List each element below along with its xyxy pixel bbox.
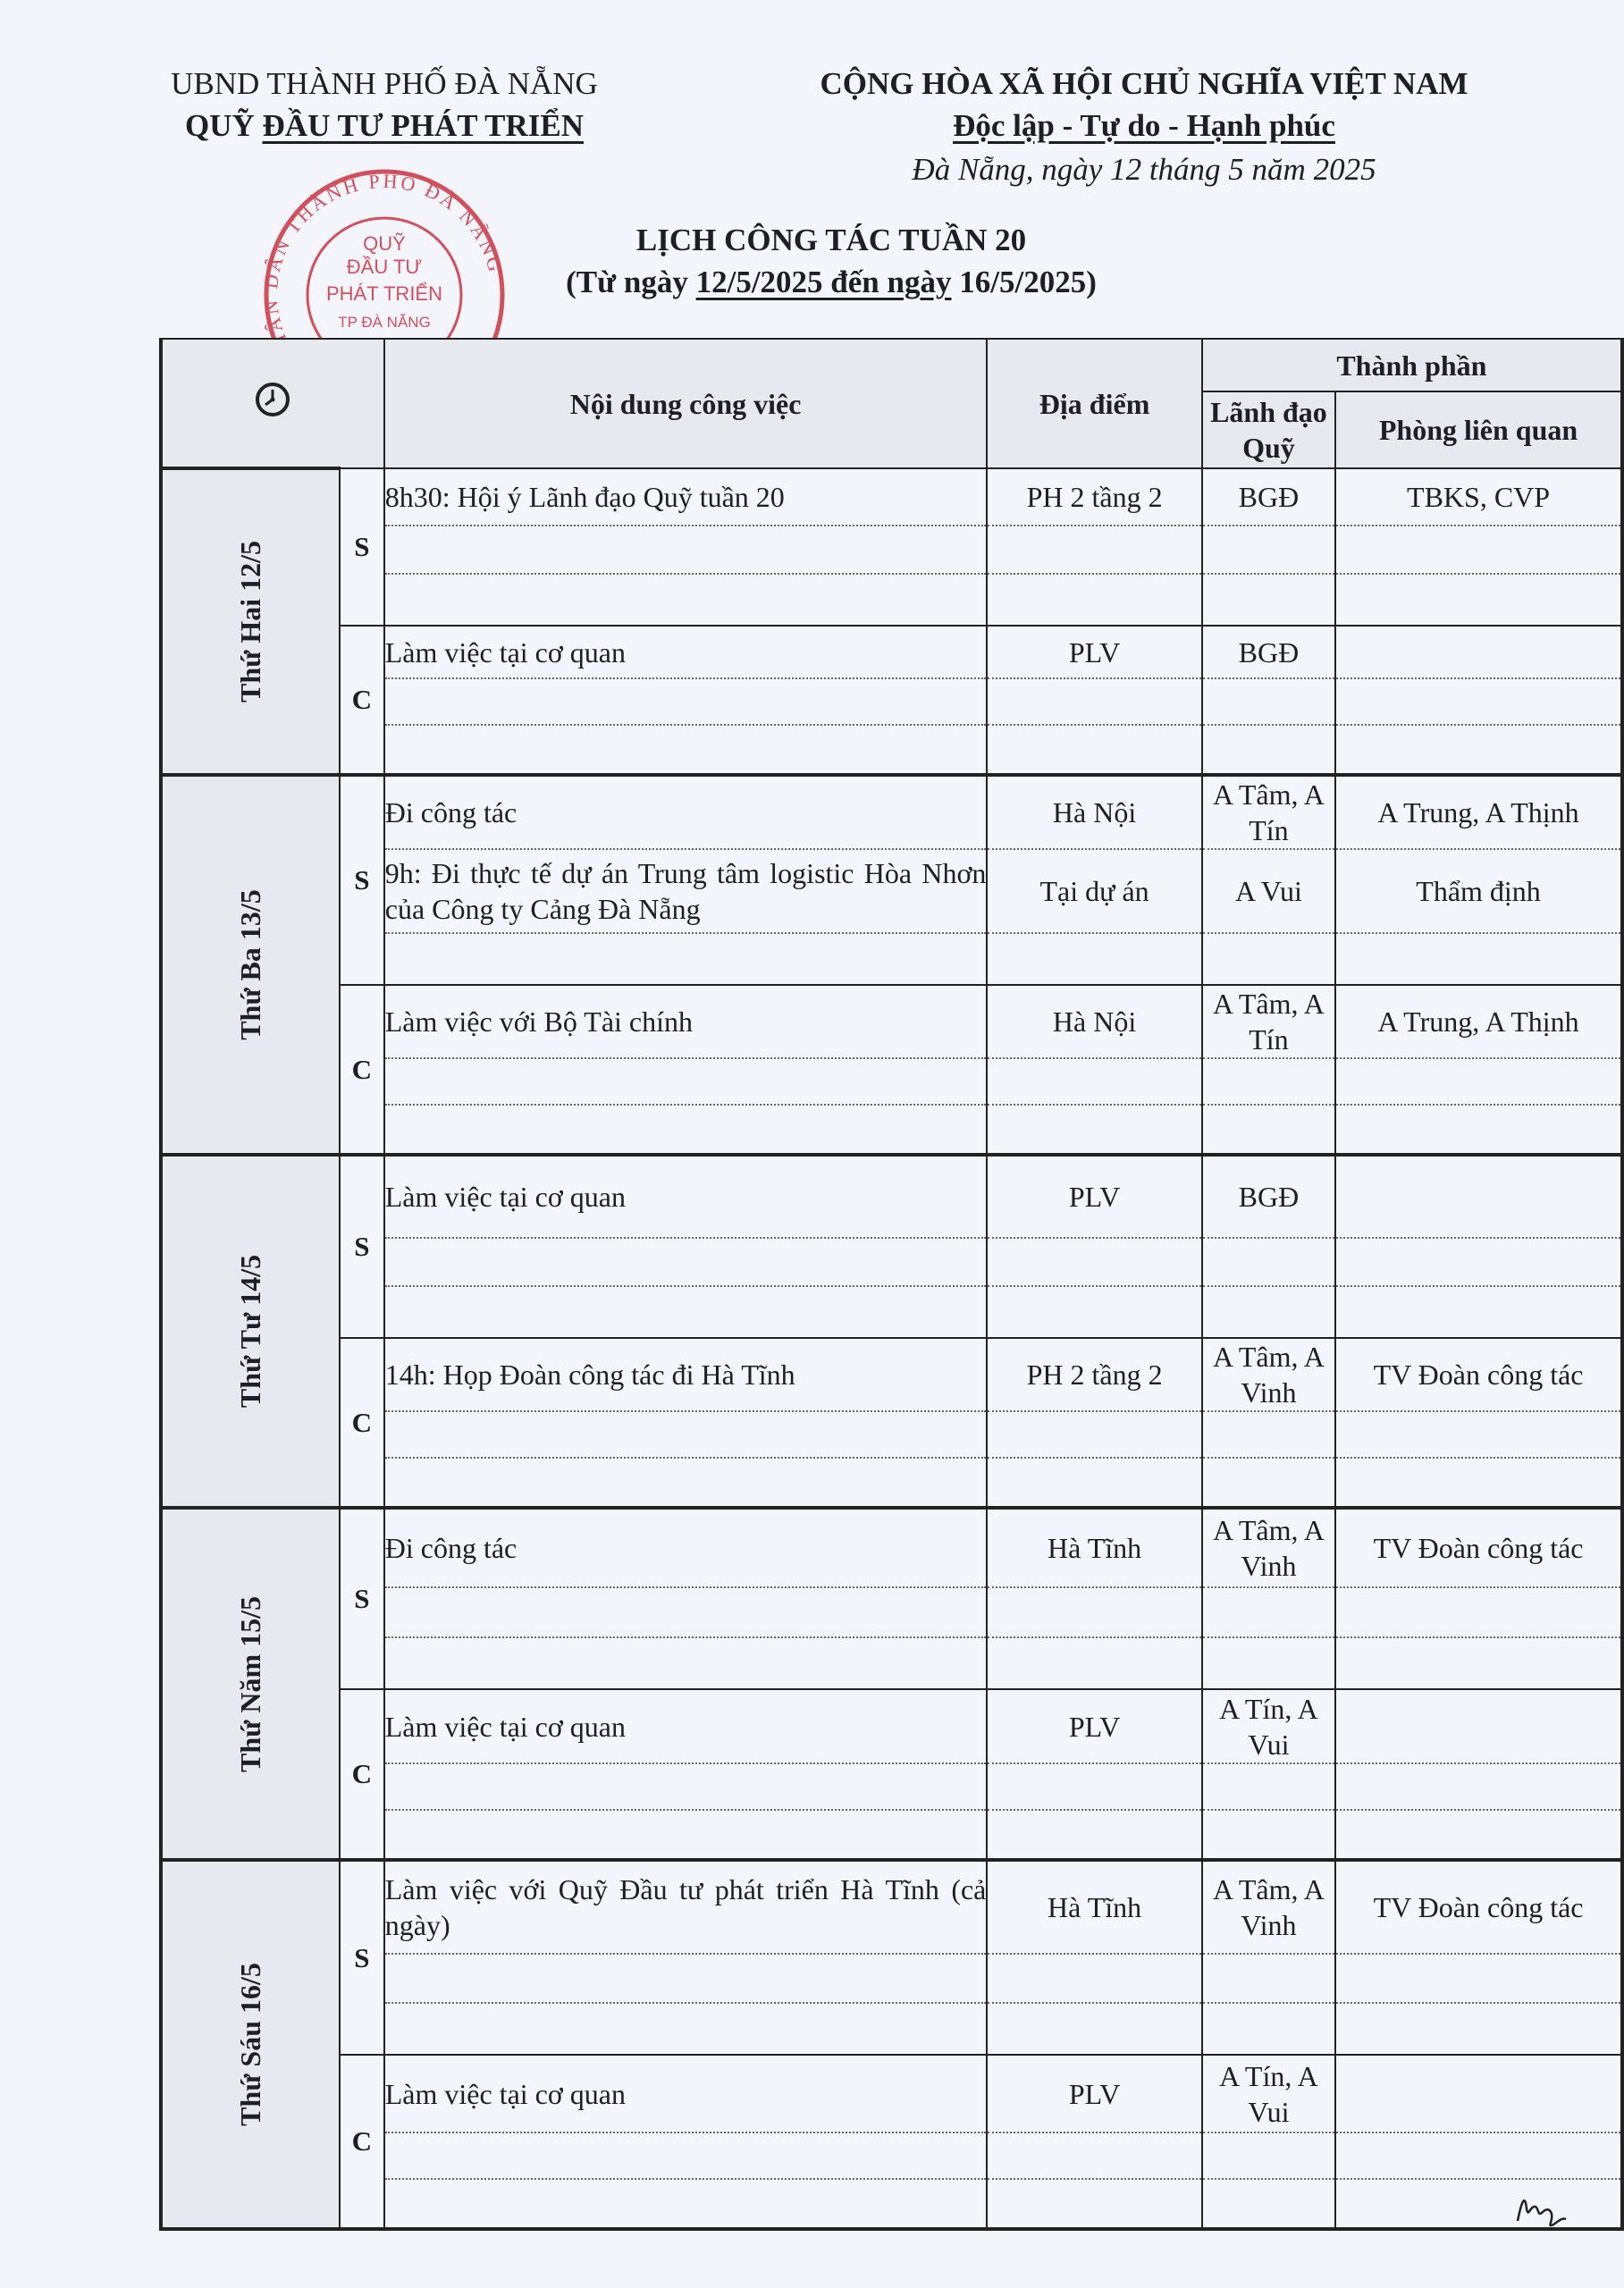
location-cell: Hà Nội	[987, 985, 1201, 1058]
task-cell: Đi công tác	[384, 1508, 988, 1587]
signature	[1510, 2185, 1573, 2234]
stamp-center-line2: ĐẦU TƯ	[346, 256, 423, 278]
task-cell	[384, 2179, 988, 2229]
leader-cell: A Tâm, A Vinh	[1202, 1508, 1335, 1587]
location-cell	[987, 678, 1201, 725]
task-cell	[384, 1637, 988, 1689]
task-cell	[384, 1105, 988, 1155]
department-cell: TV Đoàn công tác	[1335, 1338, 1622, 1411]
leader-cell: A Tín, A Vui	[1202, 1689, 1335, 1763]
location-cell	[987, 1954, 1201, 2003]
schedule-row	[161, 468, 1622, 526]
leader-cell	[1202, 1587, 1335, 1637]
department-cell: Thẩm định	[1335, 849, 1622, 933]
location-cell	[987, 574, 1201, 626]
schedule-row	[161, 2055, 1622, 2132]
location-header: Địa điểm	[987, 339, 1201, 468]
clock-icon	[254, 381, 291, 418]
task-cell	[384, 933, 988, 985]
task-cell: 8h30: Hội ý Lãnh đạo Quỹ tuần 20	[384, 468, 988, 526]
location-cell	[987, 1286, 1201, 1338]
task-cell	[384, 725, 988, 775]
leader-cell	[1202, 1058, 1335, 1105]
task-cell: 9h: Đi thực tế dự án Trung tâm logistic Hòa Nhơn của Công ty Cảng Đà Nẵng	[384, 849, 988, 933]
location-cell	[987, 2003, 1201, 2055]
schedule-body	[161, 468, 1622, 2229]
task-cell: Làm việc tại cơ quan	[384, 626, 988, 678]
task-cell: 14h: Họp Đoàn công tác đi Hà Tĩnh	[384, 1338, 988, 1411]
location-cell	[987, 526, 1201, 574]
location-cell: PLV	[987, 1155, 1201, 1238]
agency-name: QUỸ ĐẦU TƯ PHÁT TRIỂN	[185, 108, 584, 143]
department-cell	[1335, 1105, 1622, 1155]
department-cell	[1335, 1587, 1622, 1637]
leadership-header: Lãnh đạo Quỹ	[1202, 391, 1335, 468]
department-cell	[1335, 933, 1622, 985]
session-label: C	[340, 626, 384, 775]
department-cell	[1335, 1238, 1622, 1286]
location-cell	[987, 1411, 1201, 1458]
session-label: S	[340, 468, 384, 626]
department-cell	[1335, 2132, 1622, 2179]
session-label: S	[340, 775, 384, 985]
day-label: Thứ Tư 14/5	[161, 1155, 340, 1508]
task-cell	[384, 1238, 988, 1286]
leader-cell: BGĐ	[1202, 1155, 1335, 1238]
leader-cell: BGĐ	[1202, 468, 1335, 526]
clock-header	[161, 339, 384, 468]
task-cell: Làm việc với Quỹ Đầu tư phát triển Hà Tĩnh (cả ngày)	[384, 1860, 988, 1954]
country-name: CỘNG HÒA XÃ HỘI CHỦ NGHĨA VIỆT NAM	[820, 66, 1468, 101]
leader-cell	[1202, 1637, 1335, 1689]
department-cell	[1335, 2179, 1622, 2229]
location-cell	[987, 2179, 1201, 2229]
document-date: Đà Nẵng, ngày 12 tháng 5 năm 2025	[912, 152, 1376, 187]
stamp-center-line4: TP ĐÀ NẴNG	[338, 314, 431, 331]
day-label: Thứ Hai 12/5	[161, 468, 340, 775]
location-cell: Hà Tĩnh	[987, 1860, 1201, 1954]
schedule-row	[161, 626, 1622, 678]
session-label: S	[340, 1508, 384, 1689]
location-cell: PLV	[987, 2055, 1201, 2132]
schedule-row	[161, 1508, 1622, 1587]
department-cell: TBKS, CVP	[1335, 468, 1622, 526]
location-cell	[987, 1105, 1201, 1155]
leader-cell	[1202, 678, 1335, 725]
schedule-row	[161, 1155, 1622, 1238]
session-label: S	[340, 1155, 384, 1338]
leader-cell	[1202, 1411, 1335, 1458]
schedule-row	[161, 1338, 1622, 1411]
departments-header: Phòng liên quan	[1335, 391, 1622, 468]
leader-cell	[1202, 933, 1335, 985]
leader-cell: A Tâm, A Tín	[1202, 775, 1335, 849]
task-cell	[384, 1810, 988, 1860]
schedule-row	[161, 775, 1622, 849]
location-cell: PLV	[987, 626, 1201, 678]
task-cell	[384, 1458, 988, 1508]
task-cell	[384, 2003, 988, 2055]
department-cell	[1335, 574, 1622, 626]
department-cell	[1335, 2055, 1622, 2132]
location-cell	[987, 1637, 1201, 1689]
department-cell	[1335, 1810, 1622, 1860]
stamp-center-line1: QUỸ	[363, 232, 406, 255]
department-cell	[1335, 1155, 1622, 1238]
location-cell: Hà Nội	[987, 775, 1201, 849]
department-cell	[1335, 526, 1622, 574]
location-cell	[987, 1238, 1201, 1286]
department-cell	[1335, 1763, 1622, 1810]
session-label: C	[340, 985, 384, 1155]
leader-cell	[1202, 1238, 1335, 1286]
leader-cell	[1202, 2132, 1335, 2179]
day-label: Thứ Năm 15/5	[161, 1508, 340, 1860]
schedule-title-block	[465, 219, 1198, 303]
department-cell	[1335, 1286, 1622, 1338]
day-label: Thứ Ba 13/5	[161, 775, 340, 1155]
leader-cell: A Tâm, A Vinh	[1202, 1338, 1335, 1411]
schedule-table	[159, 338, 1624, 2231]
task-cell	[384, 1954, 988, 2003]
task-cell	[384, 1763, 988, 1810]
location-cell: PH 2 tầng 2	[987, 1338, 1201, 1411]
department-cell	[1335, 626, 1622, 678]
agency-parent: UBND THÀNH PHỐ ĐÀ NẴNG	[171, 66, 598, 101]
leader-cell: A Tâm, A Vinh	[1202, 1860, 1335, 1954]
task-cell	[384, 678, 988, 725]
location-cell	[987, 1058, 1201, 1105]
location-cell: Hà Tĩnh	[987, 1508, 1201, 1587]
location-cell	[987, 933, 1201, 985]
content-header: Nội dung công việc	[384, 339, 988, 468]
department-cell	[1335, 2003, 1622, 2055]
department-cell	[1335, 1689, 1622, 1763]
location-cell: PH 2 tầng 2	[987, 468, 1201, 526]
leader-cell	[1202, 574, 1335, 626]
department-cell: TV Đoàn công tác	[1335, 1508, 1622, 1587]
task-cell: Đi công tác	[384, 775, 988, 849]
location-cell	[987, 1587, 1201, 1637]
session-label: C	[340, 1338, 384, 1508]
schedule-title: LỊCH CÔNG TÁC TUẦN 20	[635, 223, 1027, 257]
leader-cell: A Vui	[1202, 849, 1335, 933]
task-cell	[384, 2132, 988, 2179]
day-label: Thứ Sáu 16/5	[161, 1860, 340, 2229]
location-cell	[987, 1810, 1201, 1860]
svg-text:Hương: Hương	[1510, 2185, 1513, 2186]
department-cell	[1335, 1458, 1622, 1508]
schedule-row	[161, 1689, 1622, 1763]
schedule-row	[161, 1860, 1622, 1954]
location-cell: PLV	[987, 1689, 1201, 1763]
motto: Độc lập - Tự do - Hạnh phúc	[953, 108, 1335, 143]
leader-cell	[1202, 2003, 1335, 2055]
agency-block	[134, 63, 635, 147]
schedule-row	[161, 985, 1622, 1058]
schedule-date-range: (Từ ngày 12/5/2025 đến ngày 16/5/2025)	[566, 265, 1097, 299]
task-cell: Làm việc tại cơ quan	[384, 1689, 988, 1763]
location-cell: Tại dự án	[987, 849, 1201, 933]
leader-cell	[1202, 2179, 1335, 2229]
department-cell	[1335, 1637, 1622, 1689]
department-cell: A Trung, A Thịnh	[1335, 775, 1622, 849]
session-label: S	[340, 1860, 384, 2055]
department-cell	[1335, 1411, 1622, 1458]
task-cell: Làm việc tại cơ quan	[384, 1155, 988, 1238]
task-cell: Làm việc với Bộ Tài chính	[384, 985, 988, 1058]
department-cell	[1335, 678, 1622, 725]
national-motto-block	[733, 63, 1555, 190]
task-cell: Làm việc tại cơ quan	[384, 2055, 988, 2132]
stamp-ring-text: ÂN DÂN THÀNH PHỐ ĐÀ NẴNG	[259, 169, 508, 335]
session-label: C	[340, 1689, 384, 1860]
location-cell	[987, 1763, 1201, 1810]
leader-cell	[1202, 526, 1335, 574]
location-cell	[987, 725, 1201, 775]
task-cell	[384, 574, 988, 626]
task-cell	[384, 1587, 988, 1637]
task-cell	[384, 1058, 988, 1105]
leader-cell	[1202, 1458, 1335, 1508]
participants-header: Thành phần	[1202, 339, 1622, 391]
department-cell	[1335, 1954, 1622, 2003]
leader-cell: A Tín, A Vui	[1202, 2055, 1335, 2132]
task-cell	[384, 1411, 988, 1458]
leader-cell: A Tâm, A Tín	[1202, 985, 1335, 1058]
location-cell	[987, 2132, 1201, 2179]
leader-cell	[1202, 1286, 1335, 1338]
department-cell: TV Đoàn công tác	[1335, 1860, 1622, 1954]
leader-cell	[1202, 1105, 1335, 1155]
location-cell	[987, 1458, 1201, 1508]
leader-cell	[1202, 725, 1335, 775]
department-cell	[1335, 725, 1622, 775]
department-cell: A Trung, A Thịnh	[1335, 985, 1622, 1058]
leader-cell	[1202, 1954, 1335, 2003]
department-cell	[1335, 1058, 1622, 1105]
stamp-center-line3: PHÁT TRIỂN	[326, 282, 442, 305]
leader-cell: BGĐ	[1202, 626, 1335, 678]
leader-cell	[1202, 1763, 1335, 1810]
task-cell	[384, 1286, 988, 1338]
session-label: C	[340, 2055, 384, 2229]
task-cell	[384, 526, 988, 574]
leader-cell	[1202, 1810, 1335, 1860]
